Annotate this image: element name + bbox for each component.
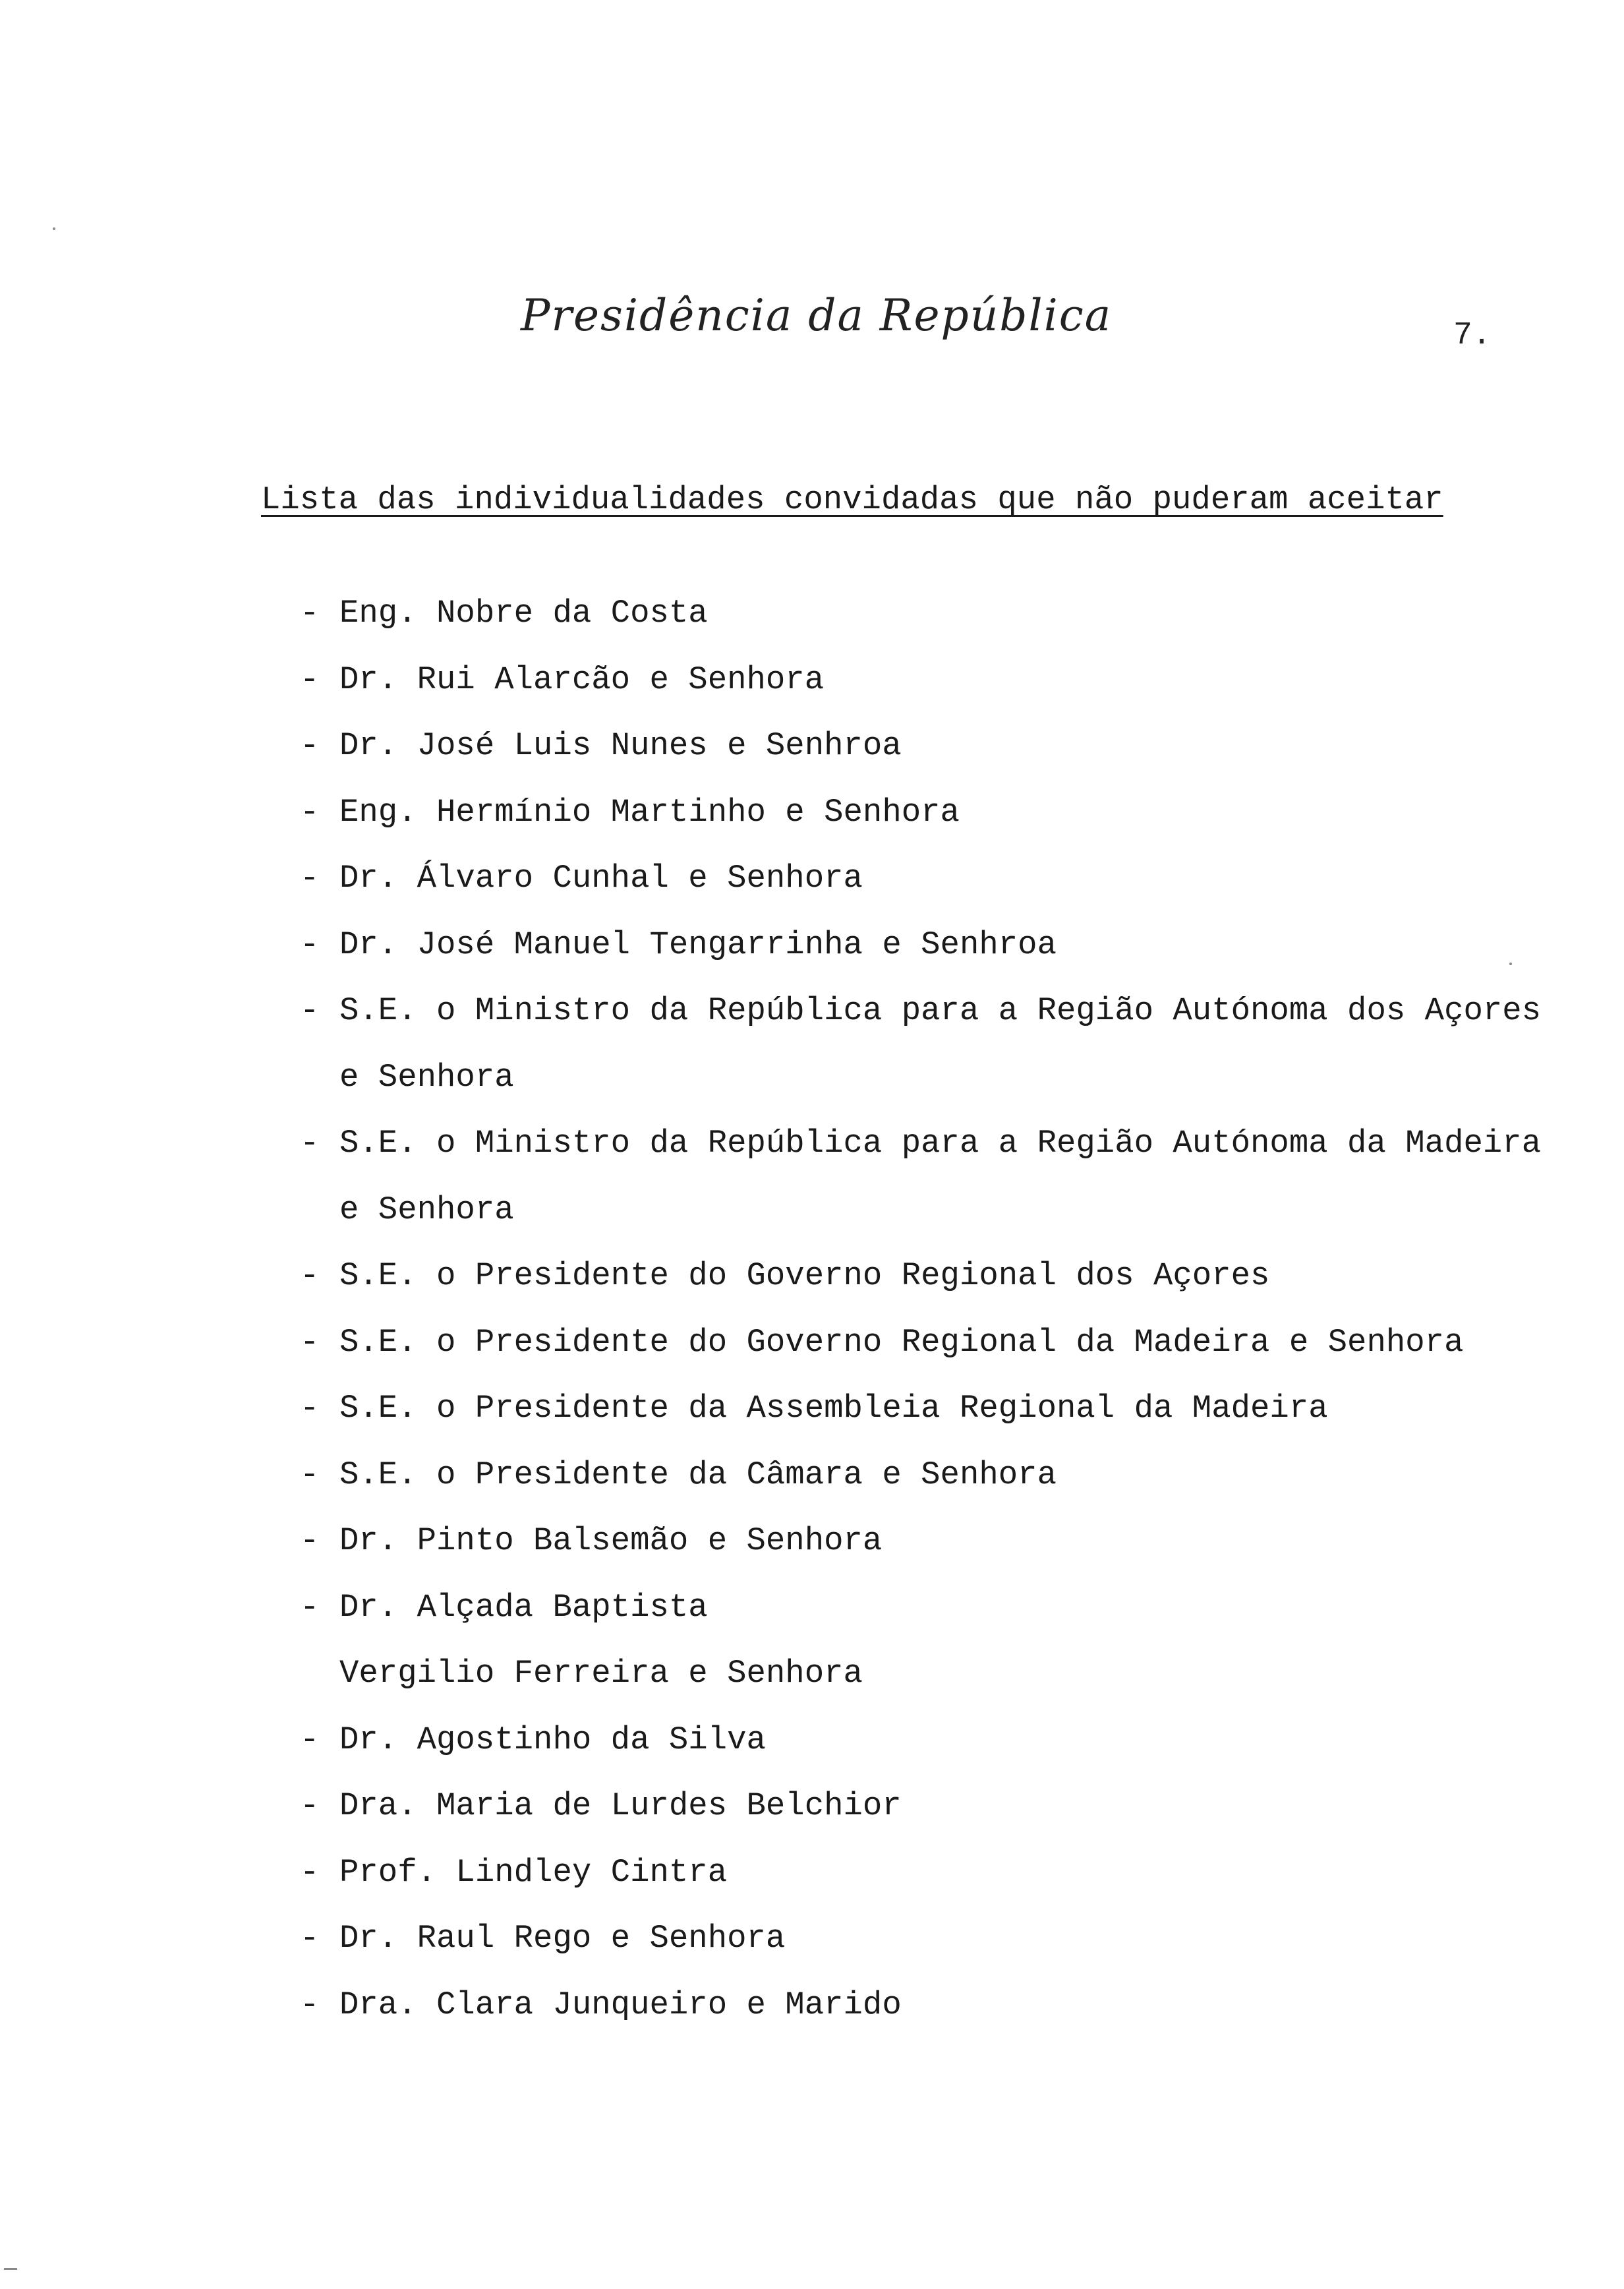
- list-dash: -: [300, 1588, 320, 1626]
- list-dash: -: [300, 1257, 320, 1294]
- list-item: [300, 1972, 1605, 2038]
- list-dash: -: [300, 1522, 320, 1559]
- list-item: [300, 580, 1605, 647]
- list-heading: Lista das individualidades convidadas que não puderam aceitar: [261, 481, 1443, 518]
- entry-text: S.E. o Presidente do Governo Regional dos Açores: [339, 1257, 1270, 1294]
- entry-text: Dr. Agostinho da Silva: [339, 1721, 766, 1758]
- entry-text: S.E. o Presidente do Governo Regional da Madeira e Senhora: [339, 1323, 1464, 1361]
- list-dash: -: [300, 793, 320, 831]
- list-item: [300, 1707, 1605, 1773]
- list-item: [300, 779, 1605, 846]
- entry-text: Dr. Álvaro Cunhal e Senhora: [339, 860, 863, 897]
- list-dash: -: [300, 926, 320, 963]
- list-item: [300, 1773, 1605, 1839]
- list-item: [300, 1375, 1605, 1442]
- entry-text: S.E. o Ministro da República para a Região Autónoma da Madeira: [339, 1125, 1542, 1162]
- list-dash: -: [300, 1456, 320, 1493]
- list-dash: -: [300, 1920, 320, 1957]
- guest-list: [300, 580, 1605, 2038]
- list-dash: -: [300, 1853, 320, 1891]
- list-dash: -: [300, 1390, 320, 1427]
- list-dash: -: [300, 992, 320, 1029]
- page-number: 7.: [1453, 318, 1492, 353]
- list-item: [300, 912, 1605, 978]
- list-item: [300, 1309, 1605, 1376]
- entry-text: Prof. Lindley Cintra: [339, 1853, 728, 1891]
- list-dash: -: [300, 860, 320, 897]
- entry-text: Dra. Clara Junqueiro e Marido: [339, 1986, 902, 2023]
- entry-text: Dr. José Manuel Tengarrinha e Senhroa: [339, 926, 1057, 963]
- list-dash: -: [300, 1125, 320, 1162]
- scan-speck: [1509, 963, 1512, 965]
- list-dash: -: [300, 1721, 320, 1758]
- list-item: [300, 647, 1605, 713]
- list-dash: -: [300, 1323, 320, 1361]
- entry-text: Dr. Rui Alarcão e Senhora: [339, 661, 825, 698]
- entry-text: Dr. Alçada Baptista: [339, 1588, 708, 1626]
- list-dash: -: [300, 661, 320, 698]
- entry-text: S.E. o Presidente da Câmara e Senhora: [339, 1456, 1057, 1493]
- entry-text-continued: Vergilio Ferreira e Senhora: [339, 1655, 863, 1692]
- entry-text: Dra. Maria de Lurdes Belchior: [339, 1787, 902, 1824]
- entry-text: Eng. Hermínio Martinho e Senhora: [339, 793, 960, 831]
- entry-text: Dr. Raul Rego e Senhora: [339, 1920, 786, 1957]
- letterhead: Presidência da República: [521, 290, 1113, 341]
- entry-text: Dr. José Luis Nunes e Senhroa: [339, 727, 902, 764]
- list-item: [300, 1508, 1605, 1574]
- entry-text: Dr. Pinto Balsemão e Senhora: [339, 1522, 883, 1559]
- entry-text-continued: e Senhora: [339, 1191, 514, 1228]
- list-dash: -: [300, 595, 320, 632]
- list-item: [300, 978, 1605, 1110]
- list-item: [300, 1905, 1605, 1972]
- scan-speck: [53, 227, 55, 230]
- list-dash: -: [300, 727, 320, 764]
- list-dash: -: [300, 1986, 320, 2023]
- entry-text: S.E. o Ministro da República para a Região Autónoma dos Açores: [339, 992, 1542, 1029]
- list-item: [300, 1243, 1605, 1309]
- entry-text: S.E. o Presidente da Assembleia Regional da Madeira: [339, 1390, 1328, 1427]
- entry-text-continued: e Senhora: [339, 1058, 514, 1096]
- list-item: [300, 1574, 1605, 1707]
- scan-speck: [4, 2268, 17, 2270]
- list-item: [300, 845, 1605, 912]
- list-item: [300, 1839, 1605, 1906]
- list-item: [300, 1442, 1605, 1508]
- list-dash: -: [300, 1787, 320, 1824]
- list-item: [300, 1110, 1605, 1243]
- list-item: [300, 713, 1605, 779]
- entry-text: Eng. Nobre da Costa: [339, 595, 708, 632]
